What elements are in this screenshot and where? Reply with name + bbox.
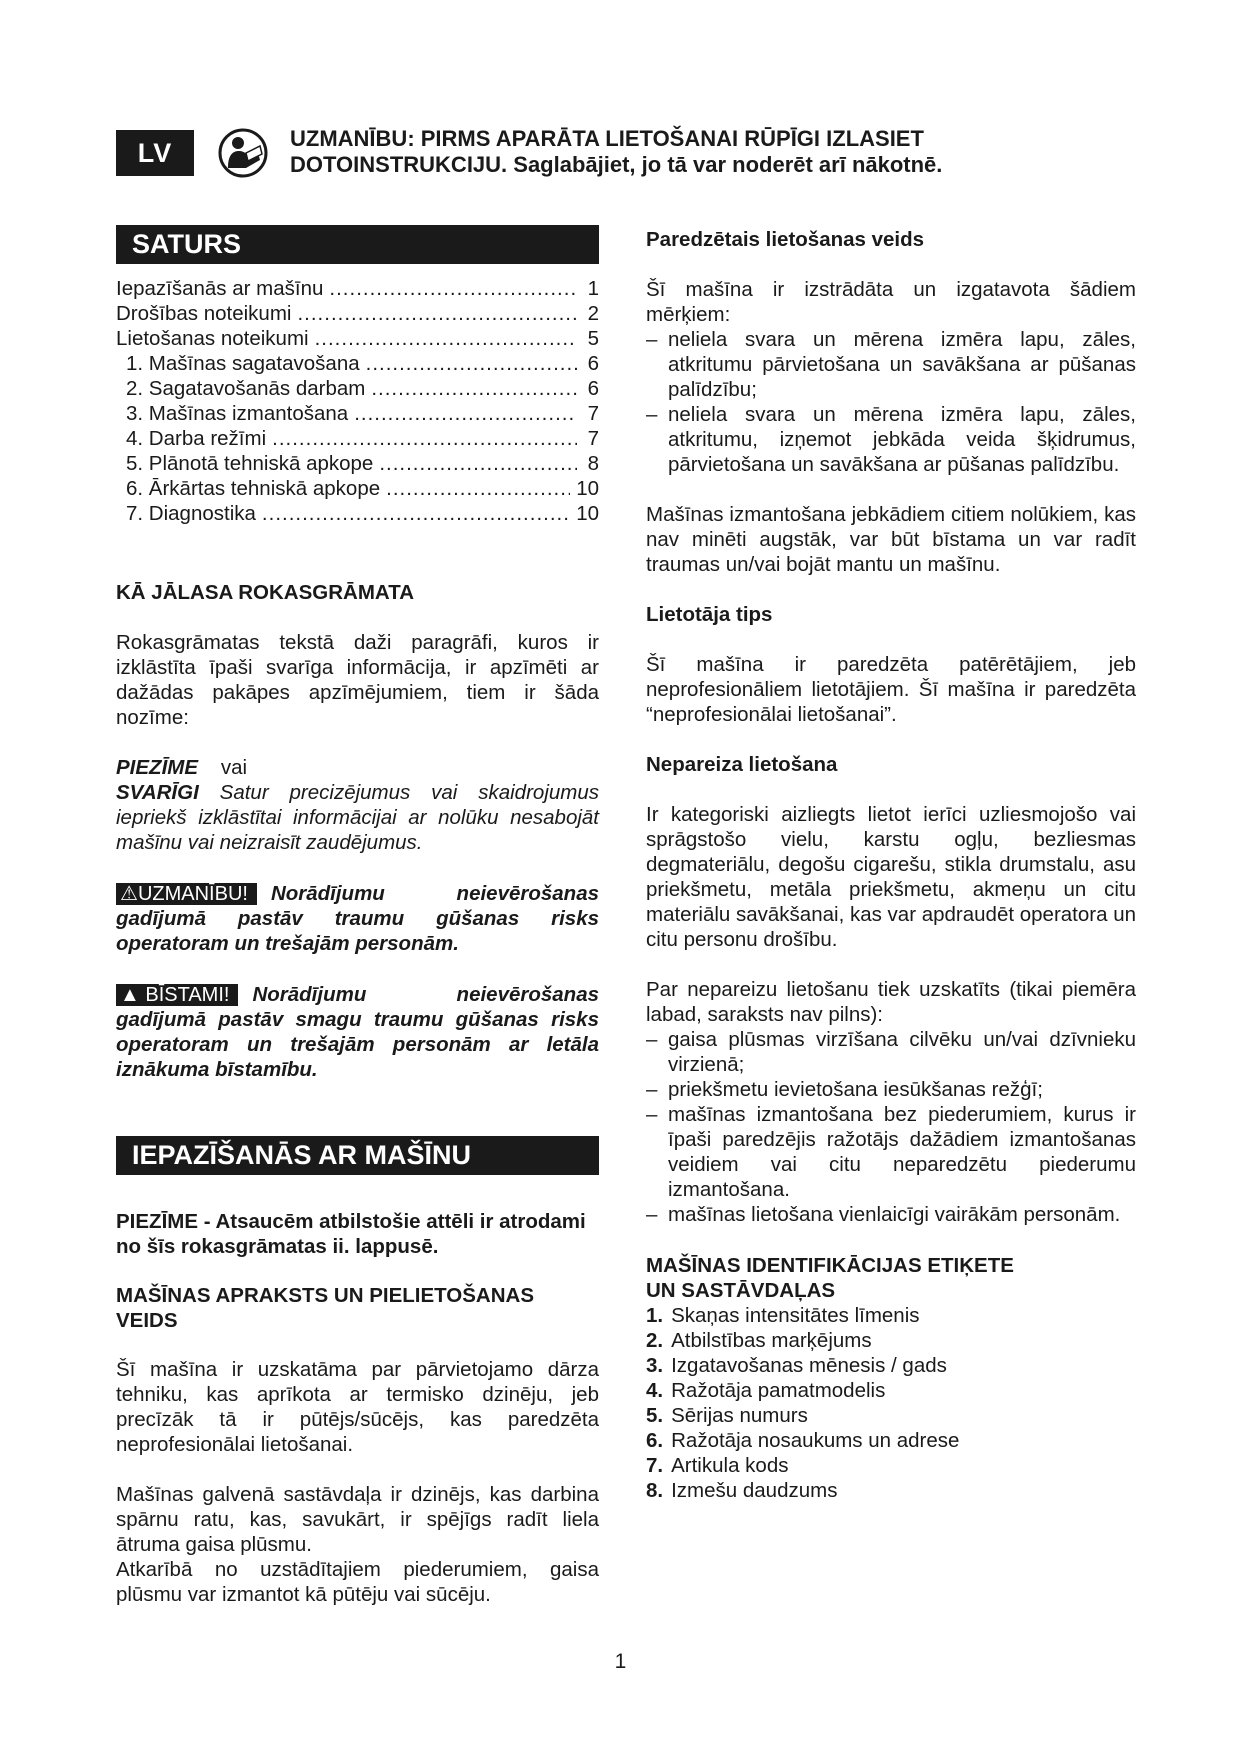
toc-label: 2. Sagatavošanās darbam (126, 377, 366, 400)
list-item: – neliela svara un mērena izmēra lapu, zāles, atkritumu, izņemot jebkāda veida šķidrumus, pārvietošana un savākšana ar pūšanas palīdzību. (646, 402, 1136, 477)
misuse-text: Ir kategoriski aizliegts lietot ierīci uzliesmojošo vai sprāgstošo vielu, karstu ogļu, bezliesmas degmateriālu, degošu cigarešu, stikla drumstalu, asu priekšmetu, metāla priekšmetu, akmeņu un citu materiālu savākšanai, kas var apdraudēt operatora un citu personu drošību. (646, 803, 1137, 951)
toc-label: Lietošanas noteikumi (116, 327, 309, 350)
important-text: Satur precizējumus vai skaidrojumus iepriekš izklāstītai informācijai ar nolūku nesabojāt mašīnu vai neizraisīt zaudējumus. (116, 781, 599, 854)
important-label: SVARĪGI (116, 781, 199, 804)
toc-label: Iepazīšanās ar mašīnu (116, 277, 324, 300)
read-instructions-warning (290, 126, 942, 178)
intro-title: IEPAZĪŠANĀS AR MAŠĪNU (116, 1136, 599, 1175)
danger-tag: ▲ BĪSTAMI! (116, 984, 238, 1006)
list-item: – mašīnas izmantošana bez piederumiem, kurus ir īpaši paredzējis ražotājs dažādiem izmantošanas veidiem vai citu neparedzētu piederumu izmantošana. (646, 1102, 1136, 1202)
toc-leader (379, 451, 577, 476)
description-heading: MAŠĪNAS APRAKSTS UN PIELIETOŠANAS VEIDS (116, 1284, 535, 1332)
toc-row[interactable] (116, 401, 599, 426)
toc-label: 6. Ārkārtas tehniskā apkope (126, 477, 381, 500)
toc-row[interactable] (116, 276, 599, 301)
list-item: 2. Atbilstības marķējums (646, 1329, 872, 1352)
toc-leader (272, 426, 577, 451)
toc-page: 5 (587, 327, 599, 350)
toc-label: 7. Diagnostika (126, 502, 256, 525)
contents-title: SATURS (116, 225, 599, 264)
toc-leader (329, 276, 577, 301)
description-paragraph-1: Šī mašīna ir uzskatāma par pārvietojamo dārza tehniku, kas aprīkota ar termisko dzinēju, jeb precīzāk tā ir pūtējs/sūcējs, kas paredzēta neprofesionālai lietošanai. (116, 1358, 599, 1456)
toc-label: 1. Mašīnas sagatavošana (126, 352, 360, 375)
label-components-list (646, 1303, 1136, 1503)
toc-leader (262, 501, 570, 526)
list-item: 8. Izmešu daudzums (646, 1479, 838, 1502)
misuse-list (646, 1027, 1136, 1227)
list-item: 5. Sērijas numurs (646, 1404, 808, 1427)
danger-text: gadījumā pastāv smagu traumu gūšanas risks operatoram un trešajām personām ar letāla iznākuma bīstamību. (116, 1008, 599, 1081)
note-label: PIEZĪME (116, 756, 199, 779)
label-heading-line-1: MAŠĪNAS IDENTIFIKĀCIJAS ETIĶETE (646, 1254, 1014, 1277)
toc-page: 7 (587, 427, 599, 450)
toc-page: 8 (587, 452, 599, 475)
how-to-read-heading: KĀ JĀLASA ROKASGRĀMATA (116, 581, 415, 604)
intended-use-warning: Mašīnas izmantošana jebkādiem citiem nolūkiem, kas nav minēti augstāk, var būt bīstama un var radīt traumas un/vai bojāt mantu un mašīnu. (646, 503, 1136, 576)
toc-page: 2 (587, 302, 599, 325)
toc-leader (366, 351, 577, 376)
note-or: vai (220, 756, 248, 779)
important-line (116, 780, 599, 855)
intended-use-intro: Šī mašīna ir izstrādāta un izgatavota šādiem mērķiem: (646, 278, 1136, 326)
list-item: – priekšmetu ievietošana iesūkšanas režģī; (646, 1077, 1136, 1102)
caution-tag: ⚠UZMANĪBU! (116, 883, 257, 905)
toc-row[interactable] (116, 501, 599, 526)
read-manual-icon (218, 128, 268, 178)
toc-page: 6 (587, 352, 599, 375)
description-paragraph-3: Atkarībā no uzstādītajiem piederumiem, gaisa plūsmu var izmantot kā pūtēju vai sūcēju. (116, 1558, 599, 1606)
intended-use-heading: Paredzētais lietošanas veids (646, 228, 925, 251)
list-item: 3. Izgatavošanas mēnesis / gads (646, 1354, 947, 1377)
warning-triangle-icon: ▲ (120, 984, 140, 1006)
user-type-heading: Lietotāja tips (646, 603, 773, 626)
toc-row[interactable] (116, 326, 599, 351)
how-to-read-text: Rokasgrāmatas tekstā daži paragrāfi, kuros ir izklāstīta īpaši svarīga informācija, ir apzīmēti ar dažādas pakāpes apzīmējumiem, tiem ir šāda nozīme: (116, 631, 599, 729)
list-item: 4. Ražotāja pamatmodelis (646, 1379, 886, 1402)
toc-page: 7 (587, 402, 599, 425)
toc-page: 6 (587, 377, 599, 400)
toc-leader (354, 401, 577, 426)
caution-paragraph: ⚠UZMANĪBU! Norādījumu neievērošanas gadījumā pastāv traumu gūšanas risks operatoram un trešajām personām. (116, 882, 599, 955)
toc-leader (371, 376, 577, 401)
list-item: 1. Skaņas intensitātes līmenis (646, 1304, 920, 1327)
warning-line-2: DOTOINSTRUKCIJU. Saglabājiet, jo tā var noderēt arī nākotnē. (290, 152, 943, 177)
toc-page: 1 (587, 277, 599, 300)
toc-leader (315, 326, 577, 351)
list-item: – neliela svara un mērena izmēra lapu, zāles, atkritumu pārvietošana un savākšana ar pūšanas palīdzību; (646, 327, 1136, 402)
label-heading (646, 1253, 1136, 1303)
user-type-text: Šī mašīna ir paredzēta patērētājiem, jeb neprofesionāliem lietotājiem. Šī mašīna ir paredzēta “neprofesionālai lietošanai”. (646, 653, 1136, 726)
label-heading-line-2: UN SASTĀVDAĻAS (646, 1279, 836, 1302)
toc-row[interactable] (116, 301, 599, 326)
language-badge: LV (116, 130, 194, 176)
toc-leader (386, 476, 570, 501)
right-column (646, 225, 1136, 1503)
misuse-list-intro: Par nepareizu lietošanu tiek uzskatīts (tikai piemēra labad, saraksts nav pilns): (646, 978, 1136, 1026)
list-item: 7. Artikula kods (646, 1454, 789, 1477)
table-of-contents (116, 276, 599, 526)
toc-page: 10 (576, 502, 599, 525)
left-column (116, 225, 599, 1607)
toc-label: 4. Darba režīmi (126, 427, 267, 450)
warning-triangle-icon: ⚠ (120, 883, 138, 905)
toc-label: 5. Plānotā tehniskā apkope (126, 452, 374, 475)
caution-text: gadījumā pastāv traumu gūšanas risks operatoram un trešajām personām. (116, 907, 599, 955)
toc-row[interactable] (116, 426, 599, 451)
toc-row[interactable] (116, 451, 599, 476)
list-item: – mašīnas lietošana vienlaicīgi vairākām personām. (646, 1202, 1136, 1227)
note-line (116, 755, 599, 780)
danger-paragraph: ▲ BĪSTAMI! Norādījumu neievērošanas gadījumā pastāv smagu traumu gūšanas risks operatoram un trešajām personām ar letāla iznākuma bīstamību. (116, 983, 599, 1081)
intended-use-list (646, 327, 1136, 477)
list-item: – gaisa plūsmas virzīšana cilvēku un/vai dzīvnieku virzienā; (646, 1027, 1136, 1077)
page-number: 1 (614, 1650, 627, 1673)
list-item: 6. Ražotāja nosaukums un adrese (646, 1429, 960, 1452)
toc-row[interactable] (116, 476, 599, 501)
description-paragraph-2: Mašīnas galvenā sastāvdaļa ir dzinējs, kas darbina spārnu ratu, kas, savukārt, ir spējīgs radīt liela ātruma gaisa plūsmu. (116, 1483, 599, 1556)
toc-label: 3. Mašīnas izmantošana (126, 402, 349, 425)
warning-line-1: UZMANĪBU: PIRMS APARĀTA LIETOŠANAI RŪPĪGI IZLASIET (290, 126, 924, 151)
intro-note: PIEZĪME - Atsaucēm atbilstošie attēli ir atrodami no šīs rokasgrāmatas ii. lappusē. (116, 1210, 586, 1258)
misuse-heading: Nepareiza lietošana (646, 753, 838, 776)
toc-row[interactable] (116, 376, 599, 401)
toc-leader (297, 301, 577, 326)
toc-label: Drošības noteikumi (116, 302, 292, 325)
toc-row[interactable] (116, 351, 599, 376)
toc-page: 10 (576, 477, 599, 500)
